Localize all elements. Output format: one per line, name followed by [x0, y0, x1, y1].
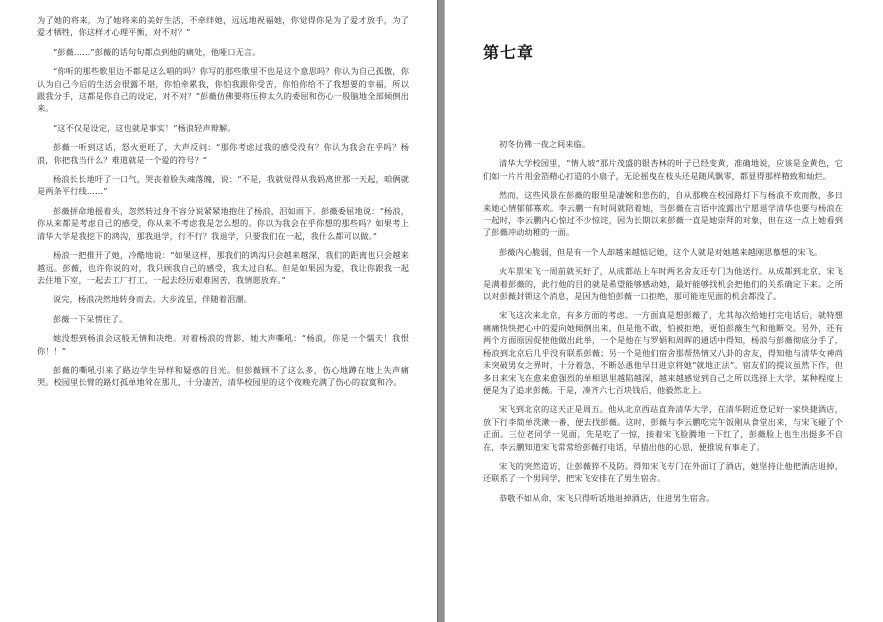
paragraph: 彭薇的嘶吼引来了路边学生异样和疑惑的目光。但彭薇顾不了这么多，伤心地蹲在地上失声痛哭。校园里长臂的路灯孤单地耸在那儿，十分凄苦，清华校园里的这个夜晚充满了伤心的寂寞和冷。 — [37, 364, 409, 388]
paragraph: 她没想到杨浪会这般无情和决绝。对着杨浪的背影，她大声嘶吼：“杨浪，你是一个懦夫！我恨你！！” — [37, 333, 409, 356]
paragraph: 彭薇拼命地摇着头，忽然转过身不容分说紧紧地抱住了杨浪，泪如雨下。彭薇委屈地说：“杨浪，你从来都是考虑自己的感受，你从来不考虑我是怎么想的。你以为我会在乎你想的那些吗？如果考上清华大学是我挖下的鸿沟，那我退学，行不行？我退学，只要我们在一起，我什么都可以做。” — [37, 205, 409, 241]
paragraph: 宋飞这次来北京，有多方面的考虑。一方面真是想彭薇了，尤其每次给她打完电话后，就特想痛痛快快把心中的爱向她倾倒出来，但是他不敢，怕被拒绝，更怕彭薇生气和他断交。另外，还有两个方面原因促使他做出此举，一个是他在与罗娟和周晖的通话中得知，杨浪与彭薇彻底分手了，杨浪到北京后几乎没有联系彭薇；另一个是他们宿舍那帮热情又八卦的舍友，得知他与清华女神尚未突破男女之界时，十分着急，不断怂恿他早日进京将她“就地正法”。宿友们的提议虽然下作，但多日来宋飞在愈来愈强烈的单相思里越陷越深，越来越感觉到自己之所以选择上大学，某种程度上便是为了追求彭薇。于是，凑齐六七百块钱后，他毅然北上。 — [483, 310, 843, 395]
paragraph: 宋飞到北京的这天正是周五。他从北京西站直奔清华大学，在清华附近登记好一家快捷酒店，放下行李简单洗漱一番，便去找彭薇。这时，彭薇与李云鹏吃完午饭刚从食堂出来，与宋飞碰了个正面。三位老同学一见面，先是吃了一惊，接着宋飞脸腾地一下红了，彭薇脸上也生出挺多不自在，李云鹏知道宋飞常常给彭薇打电话，早猜出他的心思，便推说有事走了。 — [483, 404, 843, 452]
chapter-title: 第七章 — [483, 43, 535, 62]
right-page-text — [483, 138, 843, 504]
paragraph: 恭敬不如从命，宋飞只得听话地退掉酒店，住进男生宿舍。 — [499, 492, 715, 503]
paragraph: 宋飞的突然造访，让彭薇猝不及防。得知宋飞专门在外面订了酒店，她坚持让他把酒店退掉，还联系了一个男同学，把宋飞安排在了男生宿舍。 — [483, 460, 843, 484]
paragraph: 杨浪长长地吁了一口气，哭丧着脸失魂落魄，说：“不是，我就觉得从我妈离世那一天起，咱俩就是两条平行线……” — [37, 174, 409, 197]
page-divider — [437, 0, 445, 622]
paragraph: 初冬仿佛一夜之间来临。 — [499, 139, 591, 149]
paragraph: “这不仅是设定，这也就是事实！”杨浪轻声辩解。 — [53, 122, 236, 133]
paragraph: “彭薇……”彭薇的话句句都点到他的痛处，他哑口无言。 — [53, 46, 261, 57]
left-page-text — [37, 14, 409, 389]
paragraph: 彭薇内心脆弱，但是有一个人却越来越惦记她，这个人就是对她越来越刚思慕想的宋飞。 — [499, 246, 823, 257]
paragraph: “你听的那些歌里边不都是这么唱的吗？你写的那些歌里不也是这个意思吗？你认为自己孤傲，你认为自己今后的生活会很露不堪，你怕牵累我，你怕我跟你受苦，你怕你给不了我想要的幸福，所以跟我分手，这都是你自己的设定，对不对？”彭薇仿佛要将压抑太久的委屈和伤心一股脑地全部倾倒出来。 — [37, 66, 409, 114]
paragraph: 彭薇一下呆愣住了。 — [53, 313, 128, 324]
paragraph: 火车票宋飞一周前就买好了，从成都站上车时两名舍友还专门为他送行。从成都到北京，宋飞是满着彭薇的，此行他的目的就是希望能够感动她，最好能够找机会把他们的关系确定下来。之所以对彭薇封锁这个消息，是因为他怕彭薇一口拒绝，那可能连见面的机会都没了。 — [483, 266, 843, 302]
paragraph: 然而，这些风景在彭薇的眼里是凄婉和悲伤的，自从那晚在校园路灯下与杨浪不欢而散，多日来她心情郁郁寡欢。李云鹏一有时间就陪着她，当彭薇在言语中流露出宁愿退学清华也要与杨浪在一起时，李云鹏内心惊过不少惊诧，因为长期以来彭薇一直是她崇拜的对象，但在这一点上她看到了彭薇冲动幼稚的一面。 — [483, 190, 843, 238]
paragraph: 杨浪一把推开了她，冷酷地说：“如果这样，那我们的鸿沟只会越来越深，我们的距离也只会越来越远。彭薇，也许你说的对，我只顾我自己的感受，我太过自私。但是如果因为爱，我让你跟我一起去住地下室，一起去工厂打工，一起去经历艰难困苦，我情愿放弃。” — [37, 250, 409, 285]
left-page — [0, 0, 437, 622]
paragraph: 为了她的将来，为了她将来的美好生活，不牵绊她，远远地祝福她，你觉得你是为了爱才放手，为了爱才牺牲，你这样才心理平衡，对不对？” — [37, 15, 409, 38]
paragraph: 说完，杨浪决然地转身而去。大步流星，伴随着泪潮。 — [53, 294, 252, 305]
paragraph: 清华大学校园里，“情人坡”那片茂盛的银杏林的叶子已经变黄，准确地说，应该是金黄色，它们如一片片用金箔精心打造的小扇子，无论摇曳在枝头还是随风飘零，都显得那样精致和灿烂。 — [483, 158, 843, 181]
paragraph: 彭薇一听到这话，怒火更旺了，大声反问：“那你考虑过我的感受没有？你认为我会在乎吗？杨浪，你把我当什么？难道就是一个爱的符号？” — [37, 142, 409, 165]
